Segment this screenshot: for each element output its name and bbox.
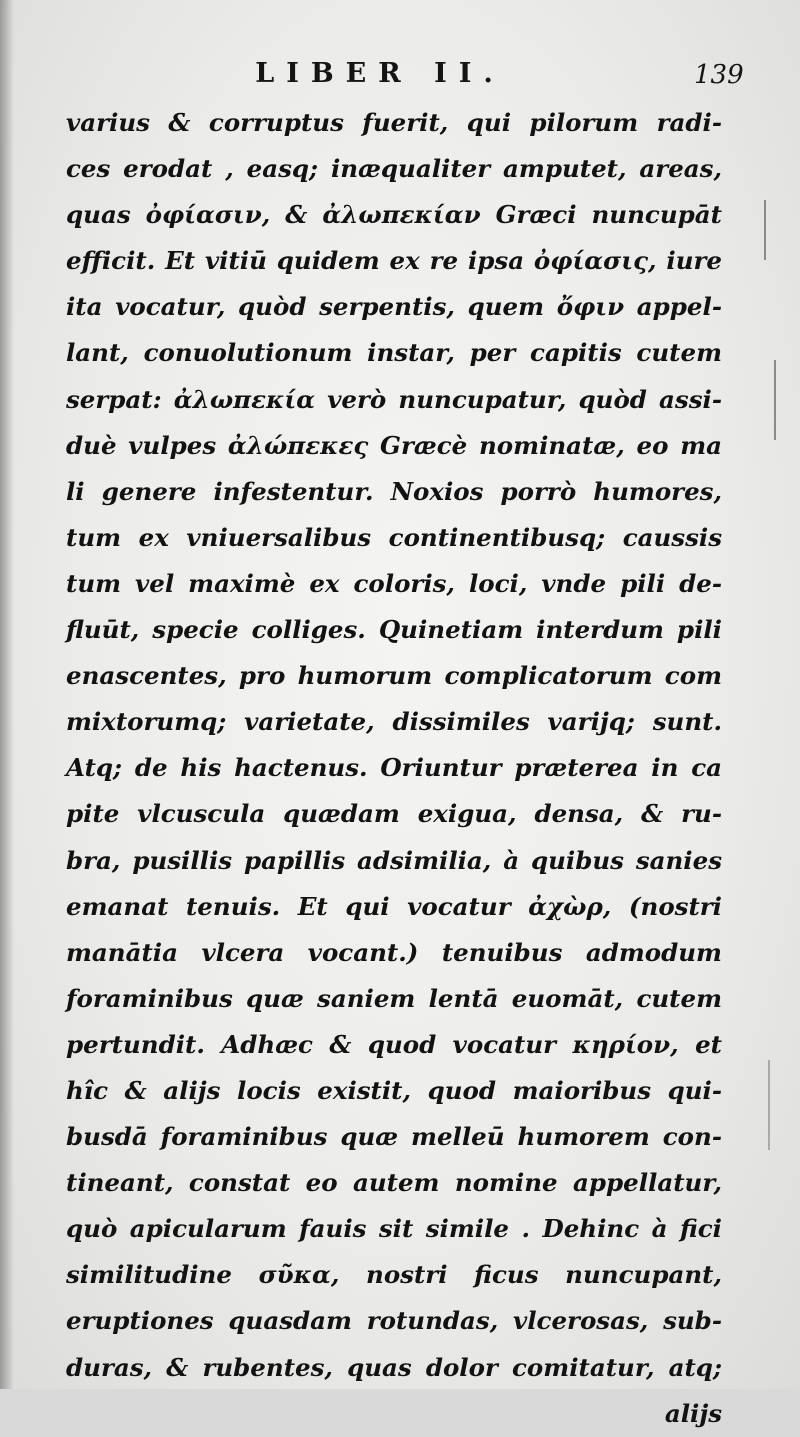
margin-mark — [768, 1060, 770, 1150]
text-line: varius & corruptus fuerit, qui pilorum radi- — [66, 108, 722, 137]
text-line: foraminibus quæ saniem lentā euomāt, cutem — [66, 983, 722, 1013]
margin-mark — [774, 360, 776, 440]
text-line: enascentes, pro humorum complicatorum com — [66, 661, 722, 691]
text-line: efficit. Et vitiū quidem ex re ipsa ὀφίασις, iure — [66, 246, 722, 276]
margin-mark — [764, 200, 766, 260]
text-line: duè vulpes ἀλώπεκες Græcè nominatæ, eo ma — [66, 430, 722, 460]
binding-shadow — [0, 0, 14, 1389]
text-line: manātia vlcera vocant.) tenuibus admodum — [66, 937, 722, 967]
text-line: pite vlcuscula quædam exigua, densa, & ru- — [66, 799, 722, 829]
text-line: quas ὀφίασιν, & ἀλωπεκίαν Græci nuncupāt — [66, 200, 722, 230]
text-line: bra, pusillis papillis adsimilia, à quibus sanies — [66, 845, 722, 875]
text-line: li genere infestentur. Noxios porrò humores, — [66, 476, 722, 506]
text-line: quò apicularum fauis sit simile . Dehinc à fici — [66, 1214, 722, 1244]
text-line: similitudine σῦκα, nostri ficus nuncupant, — [66, 1260, 722, 1290]
page-number: 139 — [694, 60, 744, 90]
text-line: tum ex vniuersalibus continentibusq; caussis — [66, 522, 722, 552]
text-line: pertundit. Adhæc & quod vocatur κηρίον, et — [66, 1029, 722, 1059]
text-line: duras, & rubentes, quas dolor comitatur, atq; — [66, 1352, 722, 1382]
text-line: tineant, constat eo autem nomine appellatur, — [66, 1168, 722, 1198]
text-line: ita vocatur, quòd serpentis, quem ὄφιν appel- — [66, 292, 722, 322]
text-line: eruptiones quasdam rotundas, vlcerosas, sub- — [66, 1306, 722, 1336]
text-line: tum vel maximè ex coloris, loci, vnde pili de- — [66, 568, 722, 598]
text-line: fluūt, specie colliges. Quinetiam interdum pili — [66, 615, 722, 645]
text-line: ces erodat , easq; inæqualiter amputet, areas, — [66, 154, 722, 184]
text-line: serpat: ἀλωπεκία verò nuncupatur, quòd assi- — [66, 384, 722, 414]
text-line: hîc & alijs locis existit, quod maioribus qui- — [66, 1075, 722, 1105]
catchword: alijs — [664, 1398, 722, 1428]
text-block — [66, 100, 722, 1437]
text-line: emanat tenuis. Et qui vocatur ἀχὼρ, (nostri — [66, 891, 722, 921]
text-line: mixtorumq; varietate, dissimiles varijq; sunt. — [66, 707, 722, 737]
text-line: busdā foraminibus quæ melleū humorem con- — [66, 1122, 722, 1152]
running-title: LIBER II. — [255, 58, 505, 89]
text-line: lant, conuolutionum instar, per capitis cutem — [66, 338, 722, 368]
text-line: Atq; de his hactenus. Oriuntur præterea in ca — [66, 753, 722, 783]
running-head — [0, 58, 800, 94]
